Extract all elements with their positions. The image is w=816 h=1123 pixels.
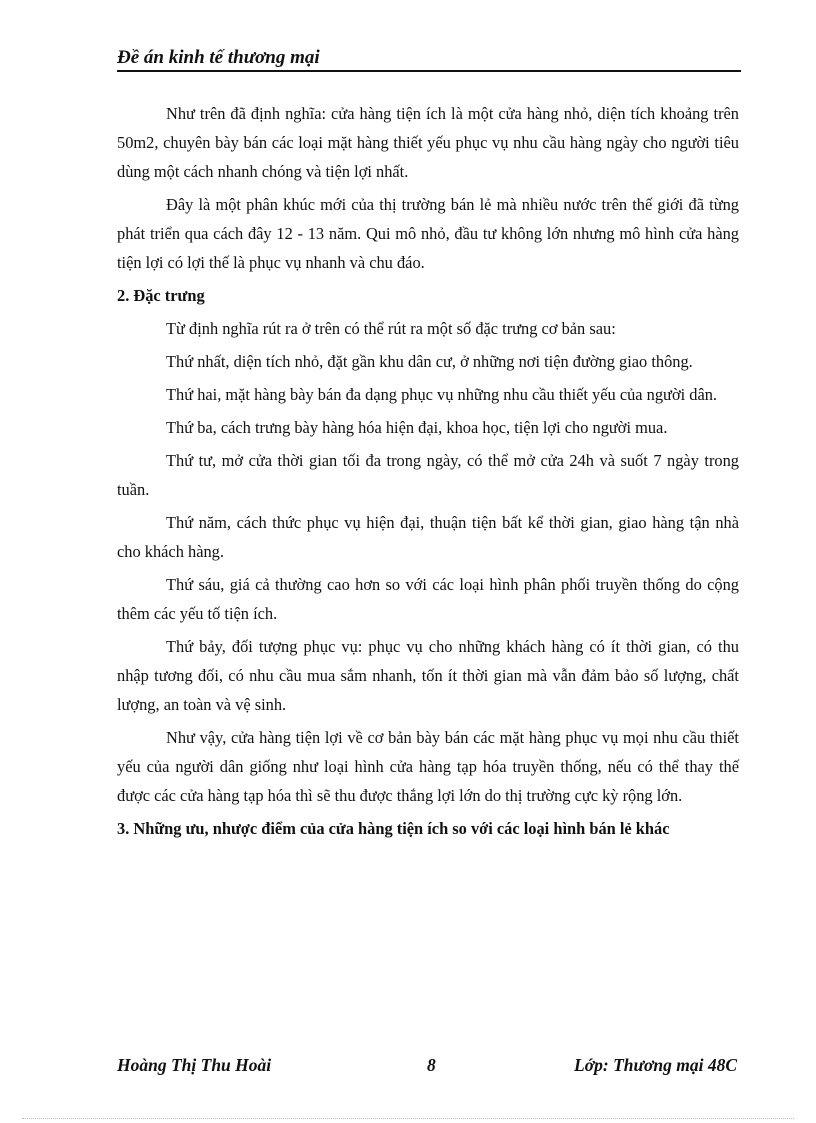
page-footer (117, 1053, 737, 1077)
page-edge-divider (22, 1118, 794, 1119)
section-heading: 3. Những ưu, nhược điểm của cửa hàng tiện ích so với các loại hình bán lẻ khác (117, 819, 670, 838)
paragraph: Từ định nghĩa rút ra ở trên có thể rút ra một số đặc trưng cơ bản sau: (166, 319, 616, 338)
footer-author: Hoàng Thị Thu Hoài (117, 1055, 272, 1075)
footer-class: Lớp: Thương mại 48C (574, 1055, 737, 1075)
paragraph: Thứ ba, cách trưng bày hàng hóa hiện đại, khoa học, tiện lợi cho người mua. (166, 418, 668, 437)
paragraph: Thứ bảy, đối tượng phục vụ: phục vụ cho những khách hàng có ít thời gian, có thu nhập tương đối, có nhu cầu mua sắm nhanh, tốn ít thời gian mà vẫn đảm bảo số lượng, chất lượng, an toàn và vệ sinh. (117, 637, 739, 714)
page-number: 8 (427, 1055, 436, 1075)
section-heading: 2. Đặc trưng (117, 286, 205, 305)
paragraph: Thứ sáu, giá cả thường cao hơn so với các loại hình phân phối truyền thống do cộng thêm các yếu tố tiện ích. (117, 575, 739, 623)
page-body (117, 99, 739, 847)
page-header (117, 46, 741, 72)
document-title: Đề án kinh tế thương mại (117, 47, 320, 68)
paragraph: Đây là một phân khúc mới của thị trường bán lẻ mà nhiều nước trên thế giới đã từng phát triển qua cách đây 12 - 13 năm. Qui mô nhỏ, đầu tư không lớn nhưng mô hình cửa hàng tiện lợi có lợi thế là phục vụ nhanh và chu đáo. (117, 195, 739, 272)
paragraph: Thứ tư, mở cửa thời gian tối đa trong ngày, có thể mở cửa 24h và suốt 7 ngày trong tuần. (117, 451, 739, 499)
paragraph: Thứ năm, cách thức phục vụ hiện đại, thuận tiện bất kể thời gian, giao hàng tận nhà cho khách hàng. (117, 513, 739, 561)
paragraph: Như trên đã định nghĩa: cửa hàng tiện ích là một cửa hàng nhỏ, diện tích khoảng trên 50m2, chuyên bày bán các loại mặt hàng thiết yếu phục vụ nhu cầu hàng ngày cho người tiêu dùng một cách nhanh chóng và tiện lợi nhất. (117, 104, 739, 181)
paragraph: Thứ nhất, diện tích nhỏ, đặt gần khu dân cư, ở những nơi tiện đường giao thông. (166, 352, 693, 371)
paragraph: Thứ hai, mặt hàng bày bán đa dạng phục vụ những nhu cầu thiết yếu của người dân. (166, 385, 718, 404)
paragraph: Như vậy, cửa hàng tiện lợi về cơ bản bày bán các mặt hàng phục vụ mọi nhu cầu thiết yếu của người dân giống như loại hình cửa hàng tạp hóa truyền thống, nếu có thể thay thế được các cửa hàng tạp hóa thì sẽ thu được thắng lợi lớn do thị trường cực kỳ rộng lớn. (117, 728, 739, 805)
